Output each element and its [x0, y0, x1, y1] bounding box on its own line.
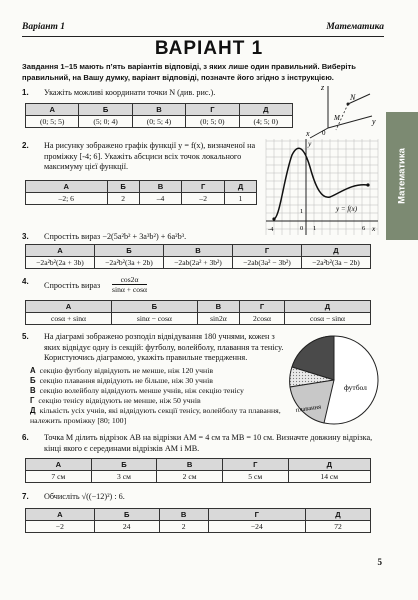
option-c[interactable]: В секцію волейболу відвідують менше учнів, ніж секцію тенісу: [30, 386, 244, 395]
fraction: [112, 275, 147, 294]
svg-text:y = f(x): y = f(x): [336, 205, 358, 213]
question-number: 7.: [22, 492, 29, 501]
answer-table-3: А Б В Г Д −2a²b²(2a + 3b) −2a²b²(3a + 2b) −2ab(2a² + 3b²) −2ab(3a² − 3b²) −2a²b²(3a − 2b): [25, 244, 371, 269]
svg-text:6: 6: [362, 225, 366, 232]
pie-diagram: [286, 332, 382, 428]
instructions: Завдання 1–15 мають п’ять варіантів відповіді, з яких лише один правильний. Виберіть правильний, на Вашу думку, варіант відповіді, позначте його згідно з інструкцією.: [22, 62, 356, 82]
question-text: На рисунку зображено графік функції y = f(x), визначеної на проміжку [-4; 6]. Укажіть абсциси всіх точок локального максимуму цієї функції.: [44, 141, 256, 171]
variant-title: ВАРІАНТ 1: [154, 38, 264, 59]
svg-text:x: x: [306, 129, 310, 138]
svg-text:M: M: [334, 114, 340, 122]
page-header: [22, 22, 384, 37]
question-number: 1.: [22, 88, 29, 97]
function-graph-figure: [262, 137, 382, 237]
header-subject: Математика: [326, 22, 384, 32]
question-text: Спростіть вираз −2(5a²b² + 3a³b²) + 6a²b³.: [44, 232, 187, 241]
pie-label-swimming: плавання: [295, 403, 322, 414]
side-tab-label: Математика: [396, 148, 408, 204]
answer-table-1: А Б В Г Д (0; 5; 5) (5; 0; 4) (0; 5; 4) (0; 5; 0) (4; 5; 0): [25, 103, 293, 128]
question-number: 6.: [22, 433, 29, 442]
option-b[interactable]: Б секцію плавання відвідують не більше, ніж 30 учнів: [30, 376, 213, 385]
question-text: Обчисліть √((−12)²) : 6.: [44, 492, 125, 501]
svg-text:-4: -4: [268, 226, 274, 233]
header-variant: Варіант 1: [22, 22, 66, 32]
page-number: 5: [377, 557, 382, 567]
svg-text:N: N: [350, 93, 356, 102]
question-text: Точка M ділить відрізок AB на відрізки AM = 4 см та MB = 10 см. Визначте довжину відрізка, кінці якого є серединами відрізків AM і MB.: [44, 433, 373, 453]
question-number: 2.: [22, 141, 29, 150]
fraction-numerator: cos2α: [112, 275, 147, 285]
question-number: 4.: [22, 277, 29, 286]
svg-text:z: z: [321, 83, 325, 92]
option-a[interactable]: А секцію футболу відвідують не менше, ніж 120 учнів: [30, 366, 214, 375]
coordinate-axes-figure: [300, 80, 380, 140]
svg-text:0: 0: [300, 225, 304, 232]
svg-text:x: x: [372, 224, 376, 233]
pie-label-football: футбол: [344, 383, 367, 392]
svg-text:1: 1: [300, 208, 304, 215]
answer-table-7: А Б В Г Д −2 24 2 −24 72: [25, 508, 371, 533]
question-text: Укажіть можливі координати точки N (див. рис.).: [44, 88, 216, 97]
subject-side-tab: [386, 112, 418, 240]
fraction-denominator: sinα + cosα: [112, 285, 148, 294]
answer-table-6: А Б В Г Д 7 см 3 см 2 см 5 см 14 см: [25, 458, 371, 483]
svg-text:1: 1: [313, 225, 317, 232]
answer-table-2: А Б В Г Д –2; 6 2 –4 –2 1: [25, 180, 257, 205]
option-e[interactable]: Д кількість усіх учнів, які відвідують секції тенісу, волейболу та плавання, належить проміжку [80; 100]: [30, 406, 281, 425]
svg-text:y: y: [372, 117, 376, 126]
question-text: Спростіть вираз: [44, 281, 101, 290]
question-text: На діаграмі зображено розподіл відвідування 180 учнями, кожен з яких відвідує одну із секцій: футболу, волейболу, плавання та тенісу. Користуючись діаграмою, укажіть правильне твердження.: [44, 332, 284, 362]
svg-text:y: y: [308, 139, 312, 148]
option-d[interactable]: Г секцію тенісу відвідують не менше, ніж 50 учнів: [30, 396, 201, 405]
question-number: 5.: [22, 332, 29, 341]
svg-text:0: 0: [322, 129, 326, 137]
question-number: 3.: [22, 232, 29, 241]
answer-table-4: А Б В Г Д cosα + sinα sinα − cosα sin2α 2cosα cosα − sinα: [25, 300, 371, 325]
